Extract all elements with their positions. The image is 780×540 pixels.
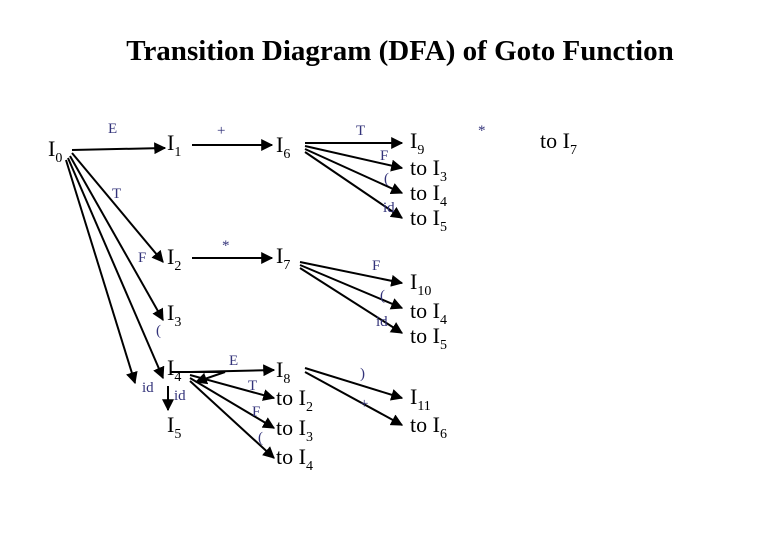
state-I6: $I_6$ — [276, 132, 291, 162]
label-id-I6: id — [383, 200, 395, 216]
diagram-title: Transition Diagram (DFA) of Goto Function — [126, 35, 674, 67]
target-I6-id: to $I_5$ — [410, 205, 447, 235]
edge-I8-I11 — [305, 368, 402, 398]
edge-I0-I3 — [70, 156, 163, 320]
label-T: T — [112, 186, 122, 202]
label-F-I7: F — [372, 258, 381, 274]
target-I7-paren: to $I_4$ — [410, 298, 447, 328]
edge-I0-I2 — [72, 153, 163, 262]
label-T-I6: T — [356, 123, 366, 139]
state-I1: $I_1$ — [167, 130, 182, 160]
edge-I8-toI6 — [305, 372, 402, 425]
label-star-I9: * — [478, 123, 486, 139]
state-I8: $I_8$ — [276, 357, 291, 387]
edge-I4-I8 — [190, 370, 274, 372]
label-E-I4: E — [229, 353, 239, 369]
target-I7-id: to $I_5$ — [410, 323, 447, 353]
label-id-I4-I5: id — [174, 388, 186, 404]
target-I8-F: to $I_3$ — [276, 415, 313, 445]
label-paren-I4: ( — [258, 430, 263, 446]
label-paren-I7: ( — [380, 288, 385, 304]
state-I11: $I_{11}$ — [410, 384, 431, 414]
state-I10: $I_{10}$ — [410, 269, 432, 299]
label-star-I2: * — [222, 238, 230, 254]
target-references — [276, 128, 577, 474]
label-F-I6: F — [380, 148, 389, 164]
label-plus-I8: + — [360, 396, 369, 412]
state-I7: $I_7$ — [276, 243, 291, 273]
label-F-I4: F — [252, 404, 261, 420]
target-I8-paren: to $I_4$ — [276, 444, 313, 474]
state-I9: $I_9$ — [410, 128, 425, 158]
label-paren: ( — [156, 323, 161, 339]
edge-I0-I5 — [66, 160, 135, 383]
label-paren-I6: ( — [384, 171, 389, 187]
target-I8-T: to $I_2$ — [276, 385, 313, 415]
label-id-I0-I5: id — [142, 380, 154, 396]
label-T-I4: T — [248, 378, 258, 394]
state-I3: $I_3$ — [167, 300, 182, 330]
label-E: E — [108, 121, 118, 137]
label-close: ) — [360, 366, 365, 382]
target-I6-F: to $I_3$ — [410, 155, 447, 185]
edge-I0-I1 — [72, 148, 165, 150]
target-I6-paren: to $I_4$ — [410, 180, 447, 210]
label-id-I7: id — [376, 314, 388, 330]
label-plus-I1: + — [217, 123, 226, 139]
state-I0: $I_0$ — [48, 136, 63, 166]
state-I2: $I_2$ — [167, 244, 182, 274]
state-I4: $I_4$ — [167, 355, 182, 385]
target-I9-star: to $I_7$ — [540, 128, 577, 158]
state-I5: $I_5$ — [167, 412, 182, 442]
label-F: F — [138, 250, 147, 266]
target-I11-plus: to $I_6$ — [410, 412, 447, 442]
